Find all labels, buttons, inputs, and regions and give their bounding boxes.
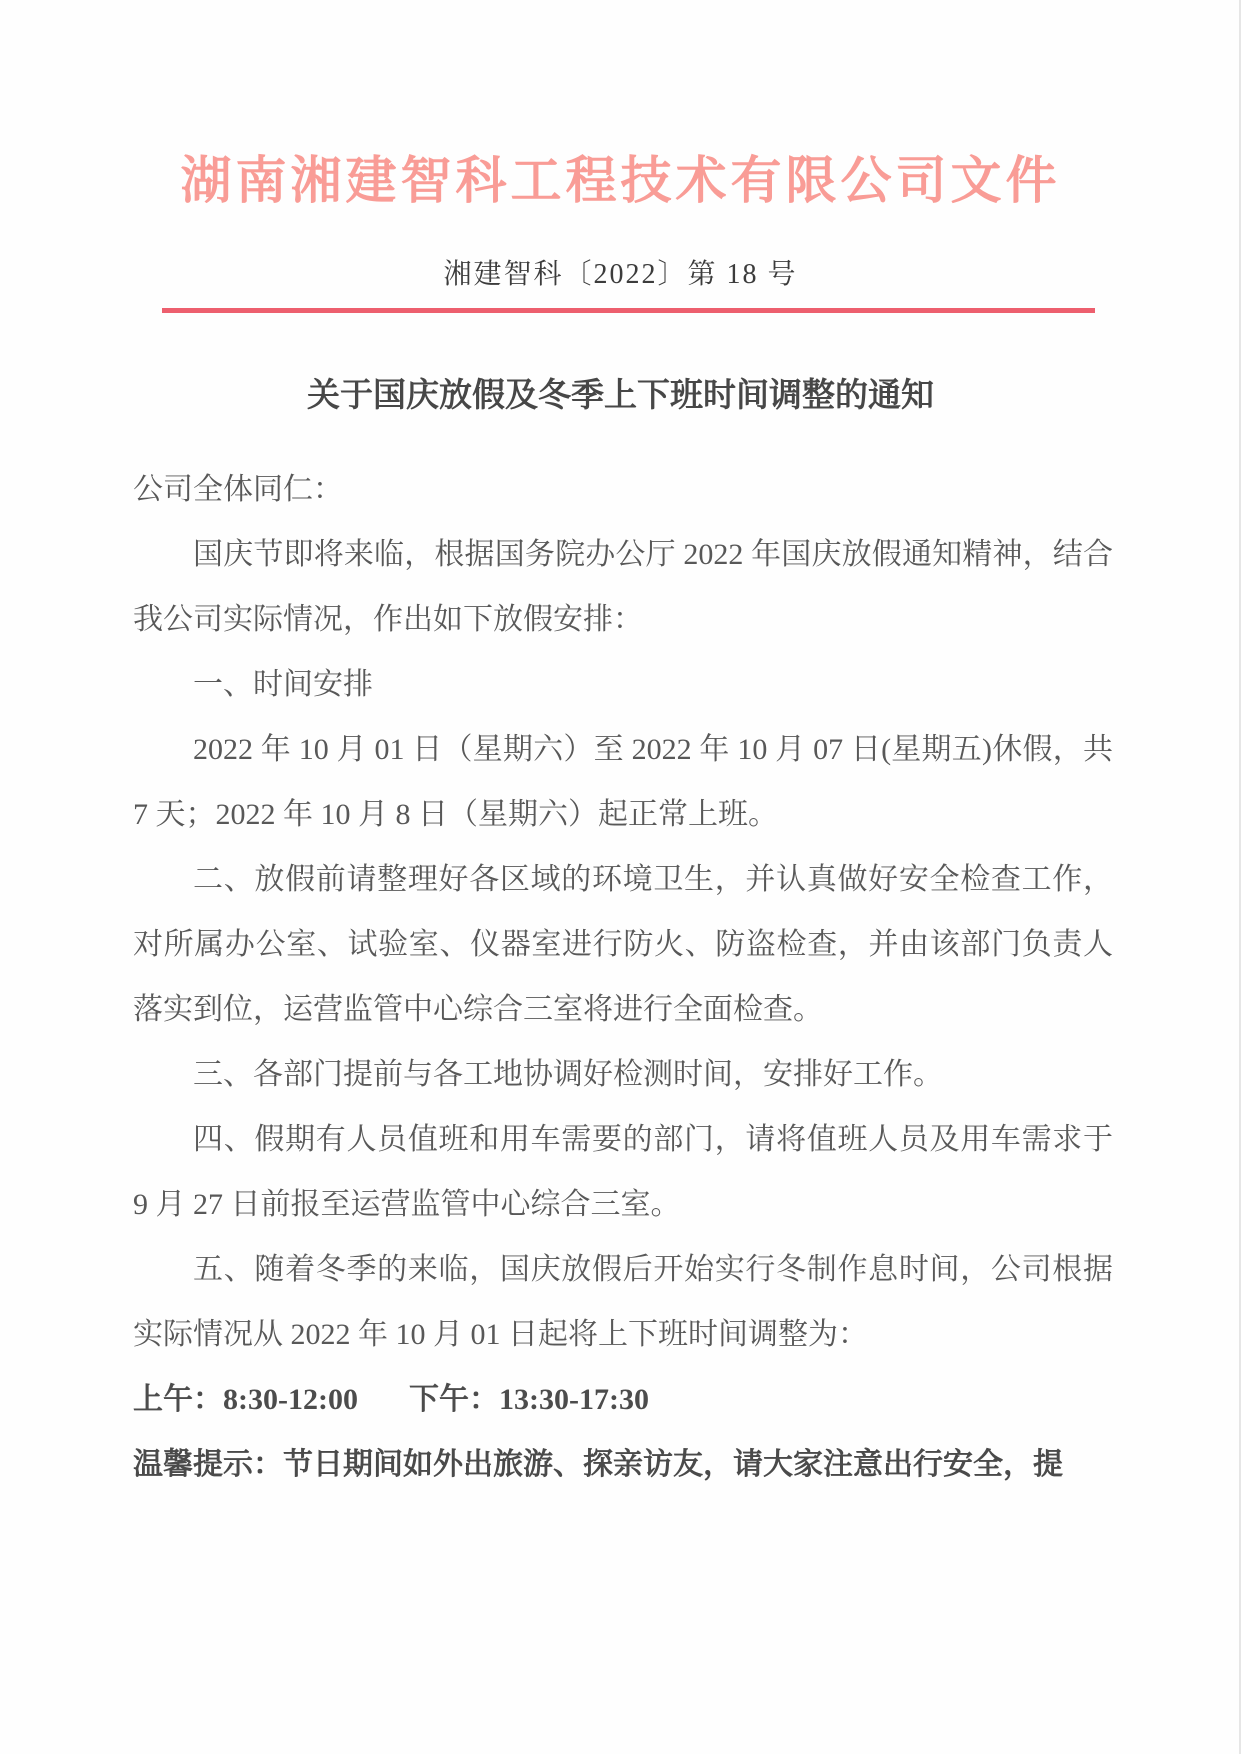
paragraph-section-5: 五、随着冬季的来临，国庆放假后开始实行冬制作息时间，公司根据实际情况从 2022 年 10 月 01 日起将上下班时间调整为： [133, 1253, 1113, 1351]
afternoon-hours-label: 下午： [408, 1383, 499, 1416]
paragraph-section-1-heading: 一、时间安排 [193, 668, 373, 701]
paragraph-section-1-dates: 2022 年 10 月 01 日（星期六）至 2022 年 10 月 07 日(星期五)休假，共 7 天；2022 年 10 月 8 日（星期六）起正常上班。 [133, 733, 1113, 831]
paragraph-intro: 国庆节即将来临，根据国务院办公厅 2022 年国庆放假通知精神，结合我公司实际情况，作出如下放假安排： [133, 538, 1113, 636]
doc-number: 湘建智科〔2022〕第 18 号 [443, 259, 798, 290]
reminder-line: 温馨提示：节日期间如外出旅游、探亲访友，请大家注意出行安全，提 [133, 1448, 1063, 1481]
paragraph-section-2: 二、放假前请整理好各区域的环境卫生，并认真做好安全检查工作，对所属办公室、试验室、仪器室进行防火、防盗检查，并由该部门负责人落实到位，运营监管中心综合三室将进行全面检查。 [133, 863, 1113, 1026]
red-divider-line [162, 308, 1095, 313]
afternoon-hours-value: 13:30-17:30 [498, 1383, 649, 1416]
paragraph-section-4: 四、假期有人员值班和用车需要的部门，请将值班人员及用车需求于 9 月 27 日前报至运营监管中心综合三室。 [133, 1123, 1113, 1221]
notice-body [133, 457, 1113, 1497]
salutation: 公司全体同仁： [133, 473, 343, 506]
morning-hours-value: 8:30-12:00 [223, 1383, 358, 1416]
company-title: 湖南湘建智科工程技术有限公司文件 [180, 152, 1061, 209]
work-hours-line [133, 1367, 1113, 1432]
notice-title: 关于国庆放假及冬季上下班时间调整的通知 [307, 376, 934, 413]
paragraph-section-3: 三、各部门提前与各工地协调好检测时间，安排好工作。 [193, 1058, 943, 1091]
morning-hours-label: 上午： [133, 1383, 223, 1416]
